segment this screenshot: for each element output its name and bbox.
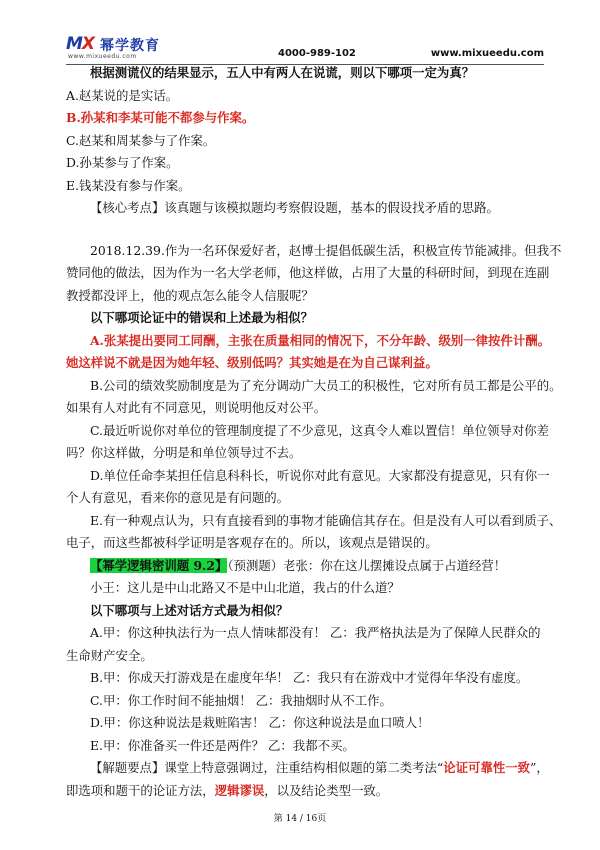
q1-option-c: C.赵某和周某参与了作案。 [66, 132, 216, 148]
q3-dialogue-line: 小王：这儿是中山北路又不是中山北道，我占的什么道？ [90, 580, 400, 595]
brand-logo [66, 34, 206, 64]
q3-solution-note-line-1 [66, 757, 549, 780]
q3-option-b: B.甲：你成天打游戏是在虚度年华！ 乙：我只有在游戏中才觉得年华没有虚度。 [90, 670, 529, 685]
q2-option-a-line-2: 她这样说不就是因为她年轻、级别低吗？其实她是在为自己谋利益。 [66, 355, 438, 370]
page-body [66, 62, 562, 802]
q1-option-d: D.孙某参与了作案。 [66, 155, 179, 170]
q2-option-b-line-2: 如果有人对此有不同意见，则说明他反对公平。 [66, 400, 327, 415]
header-phone: 4000-989-102 [278, 48, 356, 59]
q2-option-e-line-1: E.有一种观点认为，只有直接看到的事物才能确信其存在。但是没有人可以看到质子、 [90, 512, 562, 528]
q3-tag: 【幂学逻辑密训题 9.2】 [90, 557, 228, 573]
q2-option-b-line-1: B.公司的绩效奖励制度是为了充分调动广大员工的积极性，它对所有员工都是公平的。 [90, 377, 562, 393]
q1-stem: 根据测谎仪的结果显示，五人中有两人在说谎，则以下哪项一定为真？ [90, 65, 475, 80]
note-prefix: 【解题要点】课堂上特意强调过，注重结构相似题的第二类考法“ [90, 760, 444, 775]
q1-core-note: 【核心考点】该真题与该模拟题均考察假设题，基本的假设找矛盾的思路。 [90, 200, 499, 215]
q2-option-d-line-1: D.单位任命李某担任信息科科长，听说你对此有意见。大家都没有提意见，只有你一 [90, 467, 550, 483]
q3-stem [66, 555, 544, 578]
q2-intro-line-3: 教授都没评上，他的观点怎么能令人信服呢？ [66, 287, 314, 303]
q2-option-e-line-2: 电子，而这些都被科学证明是客观存在的。所以，该观点是错误的。 [66, 535, 438, 550]
logo-mark: MX [66, 34, 95, 54]
q2-question: 以下哪项论证中的错误和上述最为相似？ [90, 310, 314, 325]
q3-question: 以下哪项与上述对话方式最为相似？ [90, 602, 289, 618]
q2-intro-line-1: 2018.12.39.作为一名环保爱好者，赵博士提倡低碳生活，积极宣传节能减排。但我不 [90, 242, 562, 258]
note-emphasis-2: 逻辑谬误 [214, 782, 265, 798]
page-number: 第 14 / 16页 [273, 814, 327, 824]
q2-option-c-line-1: C.最近听说你对单位的管理制度提了不少意见，这真令人难以置信！单位领导对你差 [90, 422, 550, 438]
q2-intro-line-2: 赞同他的做法，因为作为一名大学老师，他这样做，占用了大量的科研时间，到现在连副 [66, 265, 550, 280]
q3-stem-rest: （预测题）老张：你在这儿摆摊设点属于占道经营！ [227, 557, 507, 573]
q1-option-a: A.赵某说的是实话。 [66, 87, 179, 103]
q3-solution-note-line-2 [66, 780, 544, 803]
page-header [66, 34, 544, 64]
q1-option-b-answer: B.孙某和李某可能不都参与作案。 [66, 110, 255, 125]
note-suffix-1: ”， [530, 760, 549, 775]
note-emphasis-1: 论证可靠性一致 [443, 760, 531, 775]
note-line2-suffix: ，以及结论类型一致。 [264, 782, 389, 798]
q2-option-d-line-2: 个人有意见，看来你的意见是有问题的。 [66, 490, 290, 505]
q1-option-e: E.钱某没有参与作案。 [66, 177, 191, 193]
q3-option-d: D.甲：你这种说法是栽赃陷害！ 乙：你这种说法是血口喷人！ [90, 715, 430, 730]
q3-option-a-line-1: A.甲：你这种执法行为一点人情味都没有！ 乙：我严格执法是为了保障人民群众的 [90, 625, 541, 640]
header-website: www.mixueedu.com [430, 48, 544, 59]
q2-option-a-line-1: A.张某提出要同工同酬，主张在质量相同的情况下，不分年龄、级别一律按件计酬。 [90, 332, 550, 348]
logo-url: www.mixueedu.com [68, 53, 137, 60]
note-line2-prefix: 即选项和题干的论证方法， [66, 782, 215, 798]
q3-option-c: C.甲：你工作时间不能抽烟！ 乙：我抽烟时从不工作。 [90, 692, 392, 708]
q2-option-c-line-2: 吗？你这样做，分明是和单位领导过不去。 [66, 445, 302, 460]
logo-name: 幂学教育 [100, 38, 160, 54]
q3-option-a-line-2: 生命财产安全。 [66, 647, 153, 663]
q3-option-e: E.甲：你准备买一件还是两件？ 乙：我都不买。 [90, 737, 355, 753]
